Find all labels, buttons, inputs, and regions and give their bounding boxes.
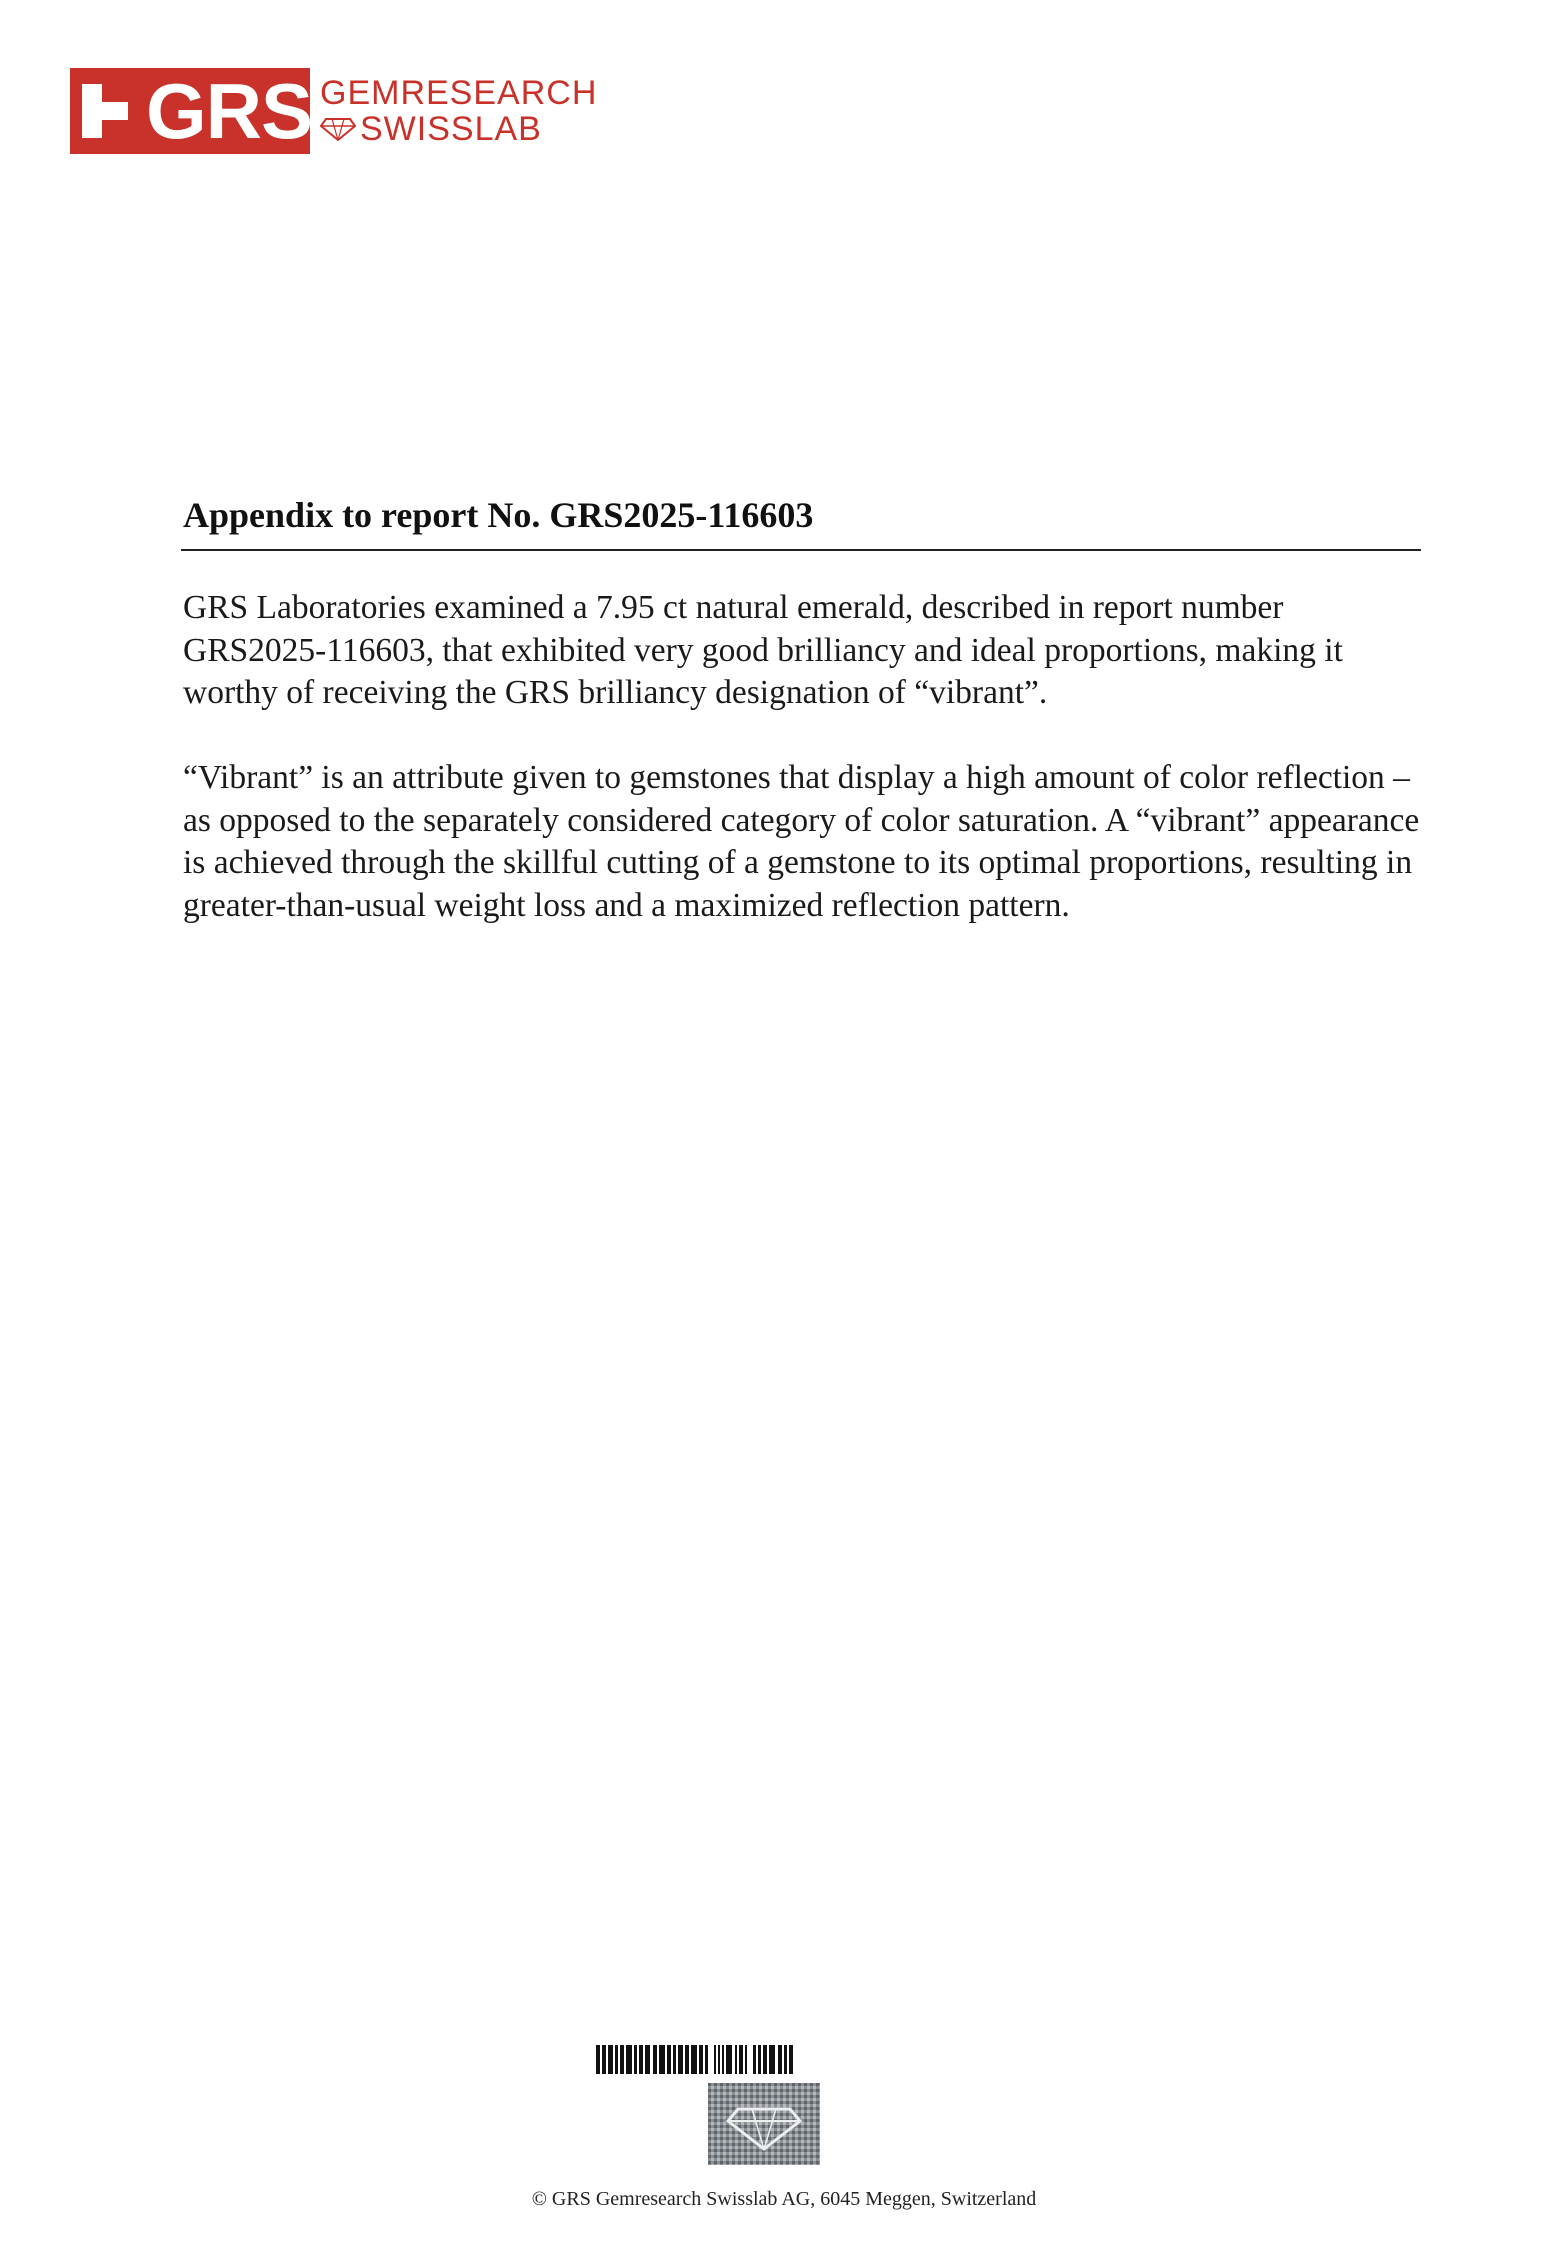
logo-line-gemresearch: GEMRESEARCH — [320, 74, 598, 112]
logo-letters: GRS — [146, 67, 313, 155]
hologram-seal-icon — [708, 2083, 820, 2165]
paragraph-vibrant-definition: “Vibrant” is an attribute given to gemstones that display a high amount of color reflection – as opposed to the separately considered category of color saturation. A “vibrant” appearance is achieved through the skillful cutting of a gemstone to its optimal proportions, resulting in greater-than-usual weight loss and a maximized reflection pattern. — [183, 759, 1420, 924]
paragraph-examination: GRS Laboratories examined a 7.95 ct natural emerald, described in report number GRS2025-116603, that exhibited very good brilliancy and ideal proportions, making it worthy of receiving the GRS brilliancy designation of “vibrant”. — [183, 589, 1343, 711]
appendix-heading: Appendix to report No. GRS2025-116603 — [183, 495, 814, 535]
logo-red-box — [70, 67, 313, 155]
grs-logo — [70, 68, 597, 154]
footer-copyright: © GRS Gemresearch Swisslab AG, 6045 Meggen, Switzerland — [531, 2188, 1037, 2210]
heading-rule — [181, 549, 1421, 551]
barcode — [596, 2045, 934, 2074]
swiss-flag-icon — [78, 80, 140, 142]
logo-line-swisslab: SWISSLAB — [360, 110, 542, 148]
logo-wordmark — [320, 75, 597, 147]
diamond-icon — [320, 117, 356, 141]
